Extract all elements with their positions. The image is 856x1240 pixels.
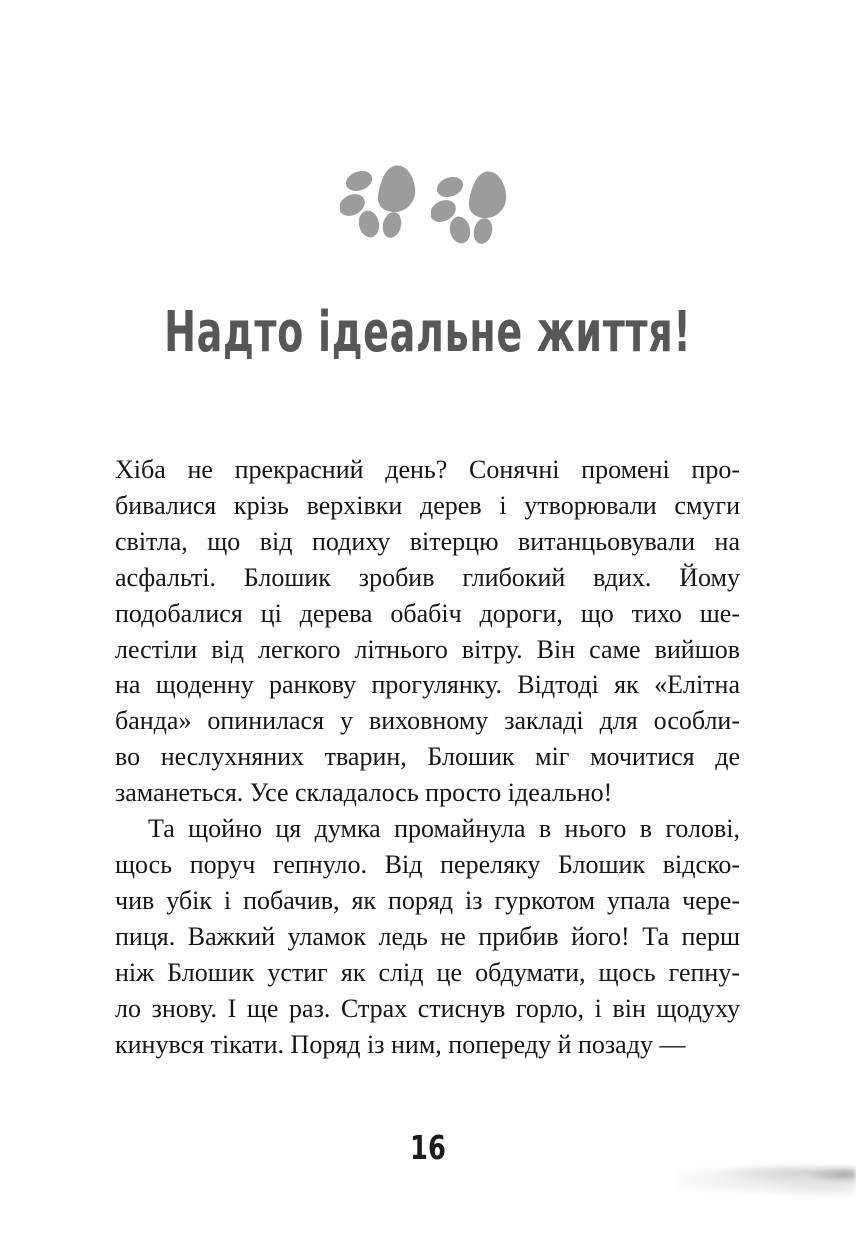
paw-print-icon [340,161,418,245]
text-line: щось поруч гепнуло. Від переляку Блошик відско- [115,849,740,879]
paragraph [115,452,740,811]
text-line: ніж Блошик устиг як слід це обдумати, щось гепну- [115,957,740,987]
text-line: Хіба не прекрасний день? Сонячні промені про- [115,455,740,484]
paragraph [115,811,740,1062]
text-line: Та щойно ця думка промайнула в нього в голові, [148,814,740,844]
chapter-title-text: Надто ідеальне життя! [164,300,692,365]
text-line: світла, що від подиху вітерцю витанцьовували на [115,526,740,556]
text-line: банда» опинилася у виховному закладі для особли- [115,706,740,736]
text-line: во неслухняних тварин, Блошик міг мочитися де [115,742,740,772]
text-line: ло знову. І ще раз. Страх стиснув горло, і він щодуху [115,993,740,1023]
text-line: заманеться. Усе складалось просто ідеально! [115,778,613,808]
text-line: пиця. Важкий уламок ледь не прибив його! Та перш [115,921,740,951]
text-line: асфальті. Блошик зробив глибокий вдих. Йому [115,562,740,592]
text-line: чив убік і побачив, як поряд із гуркотом упала чере- [115,885,740,915]
chapter-decoration [0,0,856,260]
text-line: кинувся тікати. Поряд із ним, попереду й позаду — [115,1029,686,1059]
page-number-text: 16 [410,1128,446,1167]
text-line: на щоденну ранкову прогулянку. Відтоді як «Елітна [115,670,740,700]
body-text [115,452,740,1062]
text-line: подобалися ці дерева обабіч дороги, що тихо ше- [115,598,740,628]
chapter-title [0,301,856,365]
paw-print-icon [431,167,509,251]
text-line: лестіли від легкого літнього вітру. Він саме вийшов [115,634,740,664]
text-line: бивалися крізь верхівки дерев і утворювали смуги [115,490,740,520]
page-number [0,1128,856,1168]
